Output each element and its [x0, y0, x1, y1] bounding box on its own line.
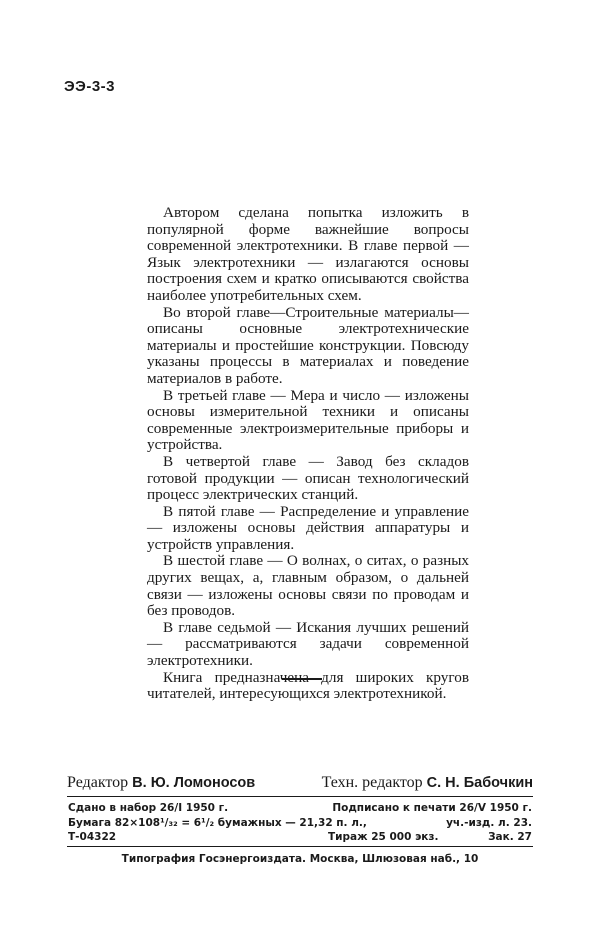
abstract-paragraph: В пятой главе — Распределение и управление — изложены основы действия аппаратуры и устройств управления. [147, 502, 469, 553]
print-signed-date: Подписано к печати 26/V 1950 г. [332, 802, 532, 814]
abstract-paragraph: В шестой главе — О волнах, о ситах, о разных других вещах, а, главным образом, о дальней связи — изложены основы связи по проводам и без проводов. [147, 552, 469, 620]
abstract-paragraph: Автором сделана попытка изложить в популярной форме важнейшие вопросы современной электротехники. В главе первой — Язык электротехники — излагаются основы построения схем и кратко описываются свойства наиболее употребительных схем. [147, 204, 469, 304]
editor-name: В. Ю. Ломоносов [132, 775, 256, 791]
paper-format: Бумага 82×108¹/₃₂ = 6¹/₂ бумажных — 21,32 п. л., [68, 816, 367, 829]
tech-editor [322, 774, 533, 792]
abstract-paragraph: Книга предназначена для широких кругов читателей, интересующихся электротехникой. [147, 668, 469, 703]
abstract-paragraph: В главе седьмой — Искания лучших решений — рассматриваются задачи современной электротехники. [147, 618, 469, 670]
editor [67, 774, 255, 792]
book-abstract [147, 205, 469, 703]
print-run: Тираж 25 000 экз. [328, 831, 439, 843]
imprint-bottom-rule [67, 846, 533, 847]
imprint-row [68, 816, 532, 831]
publisher-sheets: уч.-изд. л. 23. [446, 816, 532, 829]
catalog-code: ЭЭ-3-3 [64, 78, 116, 95]
imprint-row [68, 801, 532, 816]
tech-editor-label: Техн. редактор [321, 774, 423, 791]
order-number: Зак. 27 [488, 831, 532, 843]
editor-label: Редактор [67, 774, 129, 791]
abstract-paragraph: Во второй главе—Строительные материалы—описаны основные электротехнические материалы и простейшие конструкции. Повсюду указаны процессы в материалах и поведение материалов в работе. [147, 303, 469, 387]
abstract-paragraph: В третьей главе — Мера и число — изложены основы измерительной техники и описаны современные электроизмерительные приборы и устройства. [147, 386, 469, 454]
imprint-row [68, 830, 532, 845]
typeset-date: Сдано в набор 26/I 1950 г. [68, 802, 229, 814]
abstract-paragraph: В четвертой главе — Завод без складов готовой продукции — описан технологический процесс электрических станций. [147, 452, 469, 504]
editors-line [67, 774, 533, 792]
imprint-top-rule [67, 796, 533, 797]
license-number: Т-04322 [68, 831, 117, 843]
imprint-block [68, 801, 532, 845]
printer-line: Типография Госэнергоиздата. Москва, Шлюзовая наб., 10 [121, 853, 479, 865]
tech-editor-name: С. Н. Бабочкин [426, 775, 533, 791]
section-divider [282, 678, 322, 680]
